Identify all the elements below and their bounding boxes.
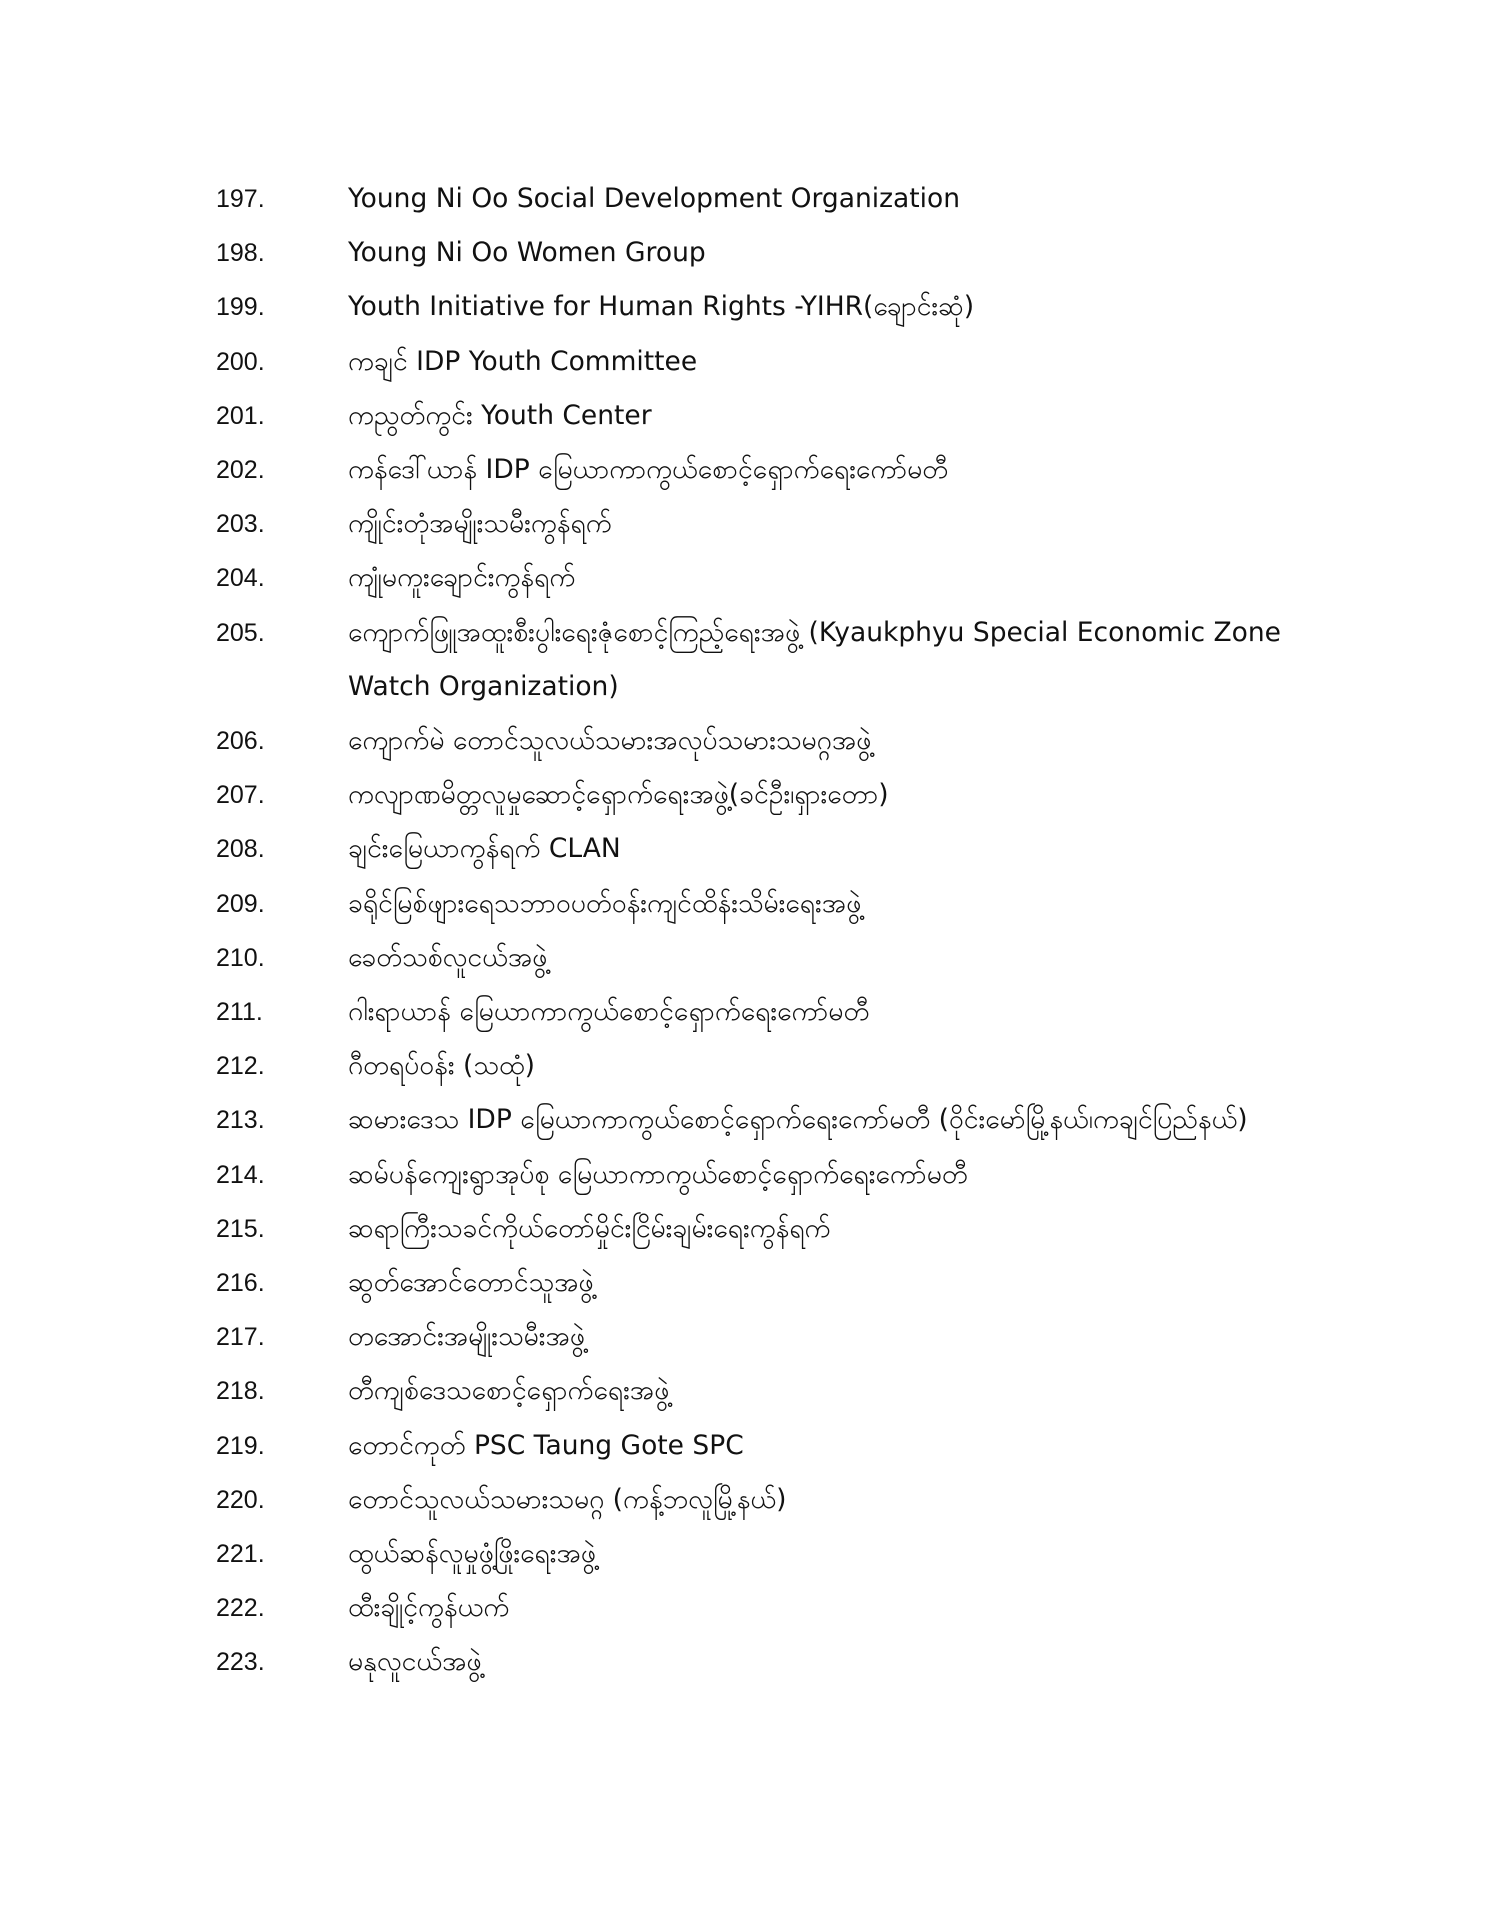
- list-item: [216, 1093, 1336, 1147]
- list-item: [216, 551, 1336, 605]
- item-text: ကျိုင်းတုံအမျိုးသမီးကွန်ရက်: [348, 508, 612, 540]
- item-text: တောင်သူလယ်သမားသမဂ္ဂ (ကန့်ဘလူမြို့နယ်): [348, 1483, 787, 1515]
- item-text: မနုလူငယ်အဖွဲ့: [348, 1646, 482, 1678]
- item-number: 207.: [216, 781, 265, 810]
- item-number: 221.: [216, 1540, 265, 1569]
- item-number: 220.: [216, 1485, 265, 1514]
- item-number: 205.: [216, 618, 265, 647]
- list-item: [216, 1581, 1336, 1635]
- list-item: [216, 931, 1336, 985]
- item-number: 219.: [216, 1431, 265, 1460]
- list-item: [216, 497, 1336, 551]
- list-item: [216, 1473, 1336, 1527]
- list-item: [216, 606, 1336, 714]
- item-number: 198.: [216, 239, 265, 268]
- list-item: [216, 443, 1336, 497]
- list-item: [216, 714, 1336, 768]
- item-text: ကျောက်ဖြူအထူးစီးပွါးရေးဇုံစောင့်ကြည့်ရေးအဖွဲ့ (Kyaukphyu Special Economic Zone Watch Organization): [348, 616, 1281, 702]
- item-text: Young Ni Oo Social Development Organization: [348, 183, 961, 214]
- item-number: 216.: [216, 1269, 265, 1298]
- item-text: ကလျာဏမိတ္တလူမှုဆောင့်ရှောက်ရေးအဖွဲ့(ခင်ဦး၊ရှားတော): [348, 779, 889, 811]
- item-text: ကညွတ်ကွင်း Youth Center: [348, 399, 652, 431]
- item-number: 200.: [216, 347, 265, 376]
- item-text: ထွယ်ဆန်လူမှုဖွံ့ဖြိုးရေးအဖွဲ့: [348, 1538, 596, 1570]
- item-number: 201.: [216, 401, 265, 430]
- item-text: ကန်ဒေါ်ယာန် IDP မြေယာကာကွယ်စောင့်ရှောက်ရေးကော်မတီ: [348, 454, 949, 486]
- item-number: 223.: [216, 1648, 265, 1677]
- list-item: [216, 985, 1336, 1039]
- list-item: [216, 822, 1336, 876]
- item-number: 218.: [216, 1377, 265, 1406]
- item-number: 208.: [216, 835, 265, 864]
- item-text: ဆမ်ပန်ကျေးရွာအုပ်စု မြေယာကာကွယ်စောင့်ရှောက်ရေးကော်မတီ: [348, 1158, 968, 1190]
- item-text: တီကျစ်ဒေသစောင့်ရှောက်ရေးအဖွဲ့: [348, 1375, 670, 1407]
- list-item: [216, 1635, 1336, 1689]
- item-number: 203.: [216, 510, 265, 539]
- item-text: ကျုံမကူးချောင်းကွန်ရက်: [348, 562, 576, 594]
- item-number: 211.: [216, 998, 263, 1027]
- list-item: [216, 389, 1336, 443]
- item-text: တောင်ကုတ် PSC Taung Gote SPC: [348, 1429, 744, 1461]
- list-item: [216, 172, 1336, 226]
- item-text: ကျောက်မဲ တောင်သူလယ်သမားအလုပ်သမားသမဂ္ဂအဖွဲ့: [348, 725, 872, 757]
- item-number: 222.: [216, 1594, 265, 1623]
- list-item: [216, 1364, 1336, 1418]
- list-item: [216, 335, 1336, 389]
- item-text: Youth Initiative for Human Rights -YIHR(ချောင်းဆုံ): [348, 291, 975, 323]
- item-text: ဂီတရပ်ဝန်း (သထုံ): [348, 1050, 535, 1082]
- list-item: [216, 280, 1336, 334]
- item-text: ထီးချိုင့်ကွန်ယက်: [348, 1592, 510, 1624]
- item-text: ခေတ်သစ်လူငယ်အဖွဲ့: [348, 941, 548, 973]
- list-item: [216, 877, 1336, 931]
- list-item: [216, 1419, 1336, 1473]
- list-item: [216, 1202, 1336, 1256]
- list-item: [216, 1148, 1336, 1202]
- item-number: 214.: [216, 1160, 265, 1189]
- item-text: ဆမားဒေသ IDP မြေယာကာကွယ်စောင့်ရှောက်ရေးကော်မတီ (ဝိုင်းမော်မြို့နယ်၊ကချင်ပြည်နယ်): [348, 1104, 1248, 1136]
- item-number: 199.: [216, 293, 265, 322]
- list-item: [216, 226, 1336, 280]
- list-item: [216, 1527, 1336, 1581]
- item-number: 209.: [216, 889, 265, 918]
- item-text: ဆရာကြီးသခင်ကိုယ်တော်မှိုင်းငြိမ်းချမ်းရေးကွန်ရက်: [348, 1212, 831, 1244]
- item-text: Young Ni Oo Women Group: [348, 237, 706, 269]
- item-text: ခရိုင်မြစ်ဖျားရေသဘာဝပတ်ဝန်းကျင်ထိန်းသိမ်းရေးအဖွဲ့: [348, 887, 862, 919]
- item-text: ချင်းမြေယာကွန်ရက် CLAN: [348, 833, 621, 865]
- item-number: 210.: [216, 943, 265, 972]
- list-item: [216, 1310, 1336, 1364]
- item-number: 202.: [216, 456, 265, 485]
- item-number: 212.: [216, 1052, 265, 1081]
- item-number: 215.: [216, 1214, 265, 1243]
- organization-list: [216, 172, 1336, 1690]
- item-number: 213.: [216, 1106, 265, 1135]
- item-number: 217.: [216, 1323, 265, 1352]
- list-item: [216, 768, 1336, 822]
- list-item: [216, 1256, 1336, 1310]
- item-text: တအောင်းအမျိုးသမီးအဖွဲ့: [348, 1321, 585, 1353]
- item-number: 197.: [216, 185, 265, 213]
- item-number: 204.: [216, 564, 265, 593]
- list-item: [216, 1039, 1336, 1093]
- item-number: 206.: [216, 727, 265, 756]
- item-text: ဆွတ်အောင်တောင်သူအဖွဲ့: [348, 1267, 594, 1299]
- item-text: ဂါးရာယာန် မြေယာကာကွယ်စောင့်ရှောက်ရေးကော်မတီ: [348, 996, 870, 1028]
- item-text: ကချင် IDP Youth Committee: [348, 345, 698, 377]
